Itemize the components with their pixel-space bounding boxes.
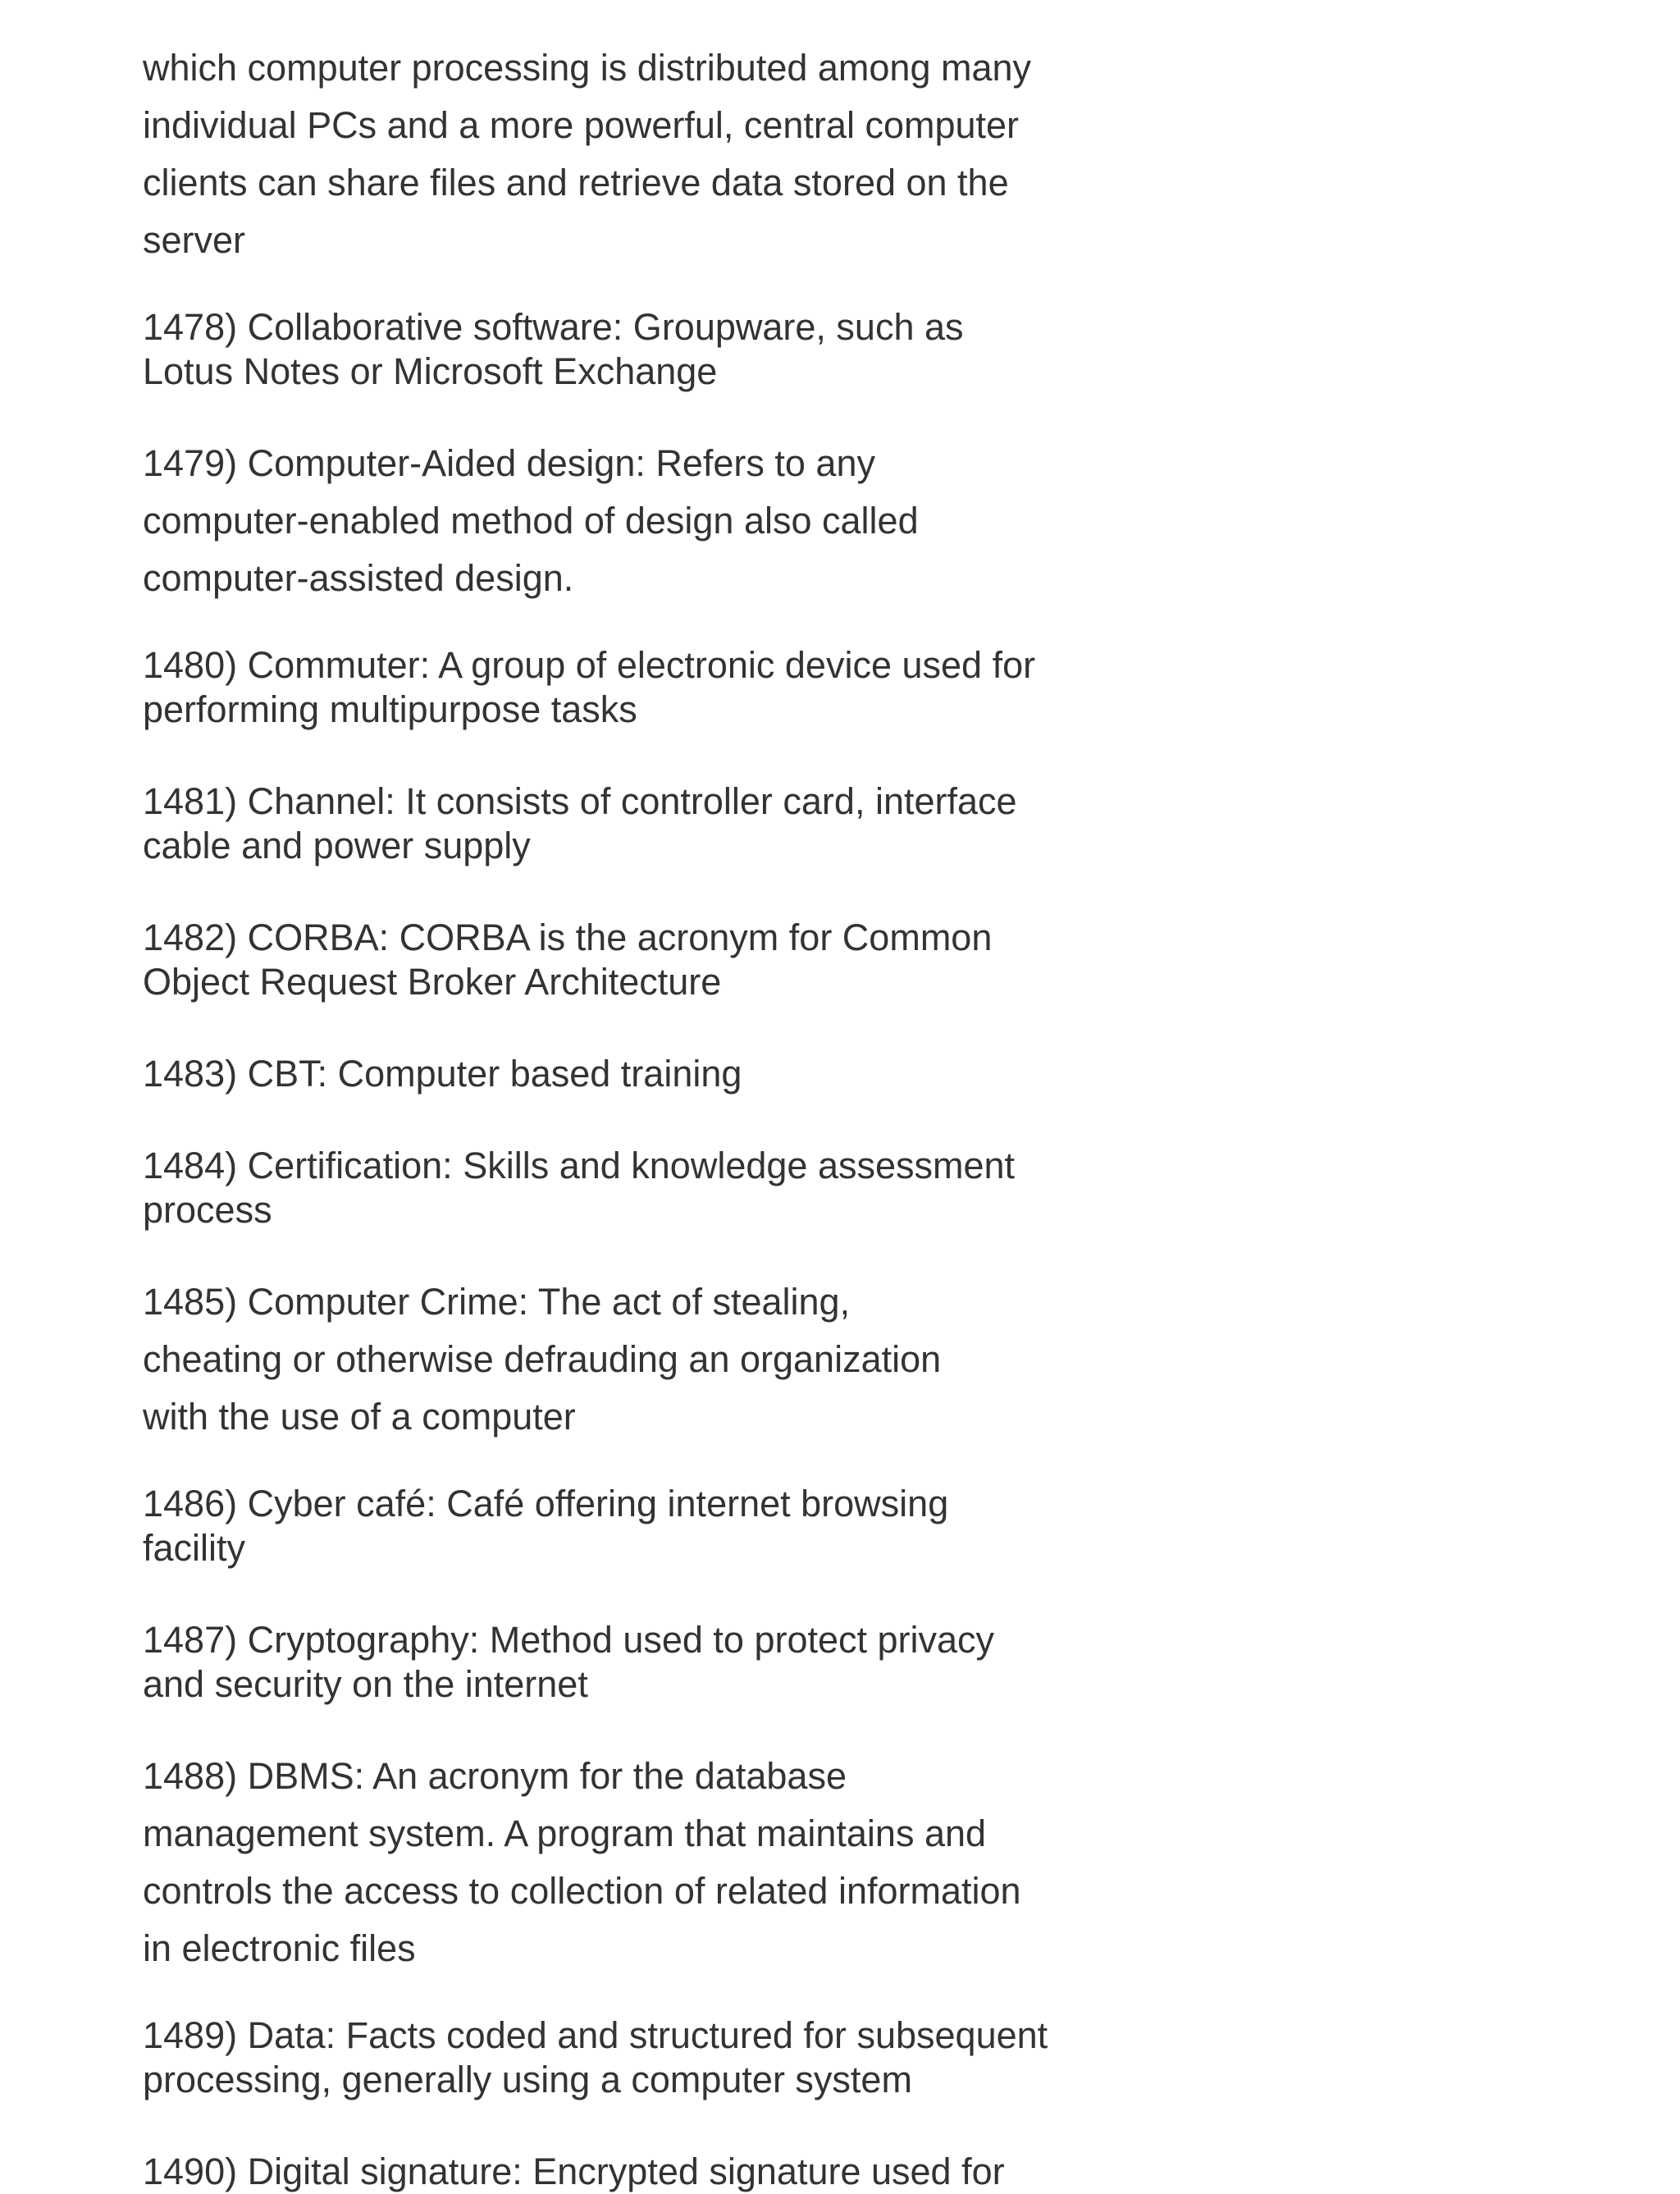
entry-1480 — [143, 637, 1176, 732]
entry-1487 — [143, 1611, 1176, 1707]
text-line: management system. A program that maintains and — [143, 1812, 987, 1854]
text-line: 1485) Computer Crime: The act of stealing, — [143, 1281, 851, 1323]
entry-1482 — [143, 909, 1176, 1004]
entry-1479 — [143, 435, 1176, 607]
entry-1488 — [143, 1748, 1176, 1977]
text-line: processing, generally using a computer system — [143, 2059, 912, 2100]
text-line: 1487) Cryptography: Method used to protect privacy — [143, 1619, 995, 1661]
entry-1490 — [143, 2143, 1176, 2194]
entry-1481 — [143, 773, 1176, 868]
text-line: 1489) Data: Facts coded and structured for subsequent — [143, 2014, 1048, 2056]
entry-1486 — [143, 1475, 1176, 1570]
text-line: 1484) Certification: Skills and knowledge assessment — [143, 1145, 1016, 1186]
entry-1478 — [143, 299, 1176, 394]
text-line: in electronic files — [143, 1927, 416, 1969]
entry-1485 — [143, 1273, 1176, 1446]
text-line: 1483) CBT: Computer based training — [143, 1053, 742, 1095]
text-line: Object Request Broker Architecture — [143, 961, 722, 1003]
entry-1489 — [143, 2007, 1176, 2102]
text-line: 1488) DBMS: An acronym for the database — [143, 1755, 847, 1797]
text-line: computer-enabled method of design also called — [143, 500, 919, 542]
text-line: facility — [143, 1527, 246, 1569]
text-line: individual PCs and a more powerful, central computer — [143, 104, 1020, 146]
text-line: with the use of a computer — [143, 1396, 576, 1438]
text-line: process — [143, 1189, 272, 1231]
text-line: server — [143, 219, 246, 261]
paragraph-continuation — [143, 39, 1176, 269]
text-line: 1480) Commuter: A group of electronic device used for — [143, 644, 1036, 686]
text-line: 1478) Collaborative software: Groupware, such as — [143, 306, 964, 348]
text-line: 1479) Computer-Aided design: Refers to any — [143, 442, 875, 484]
text-line: 1490) Digital signature: Encrypted signature used for — [143, 2151, 1005, 2192]
text-line: and security on the internet — [143, 1663, 588, 1705]
entry-1483 — [143, 1045, 1176, 1096]
entry-1484 — [143, 1137, 1176, 1232]
document-page — [143, 39, 1176, 2194]
text-line: Lotus Notes or Microsoft Exchange — [143, 350, 718, 392]
text-line: cheating or otherwise defrauding an organization — [143, 1338, 942, 1380]
text-line: computer-assisted design. — [143, 557, 574, 599]
text-line: 1482) CORBA: CORBA is the acronym for Common — [143, 916, 993, 958]
text-line: 1481) Channel: It consists of controller card, interface — [143, 780, 1017, 822]
text-line: clients can share files and retrieve data stored on the — [143, 162, 1009, 203]
text-line: which computer processing is distributed among many — [143, 47, 1032, 89]
text-line: performing multipurpose tasks — [143, 688, 637, 730]
text-line: 1486) Cyber café: Café offering internet browsing — [143, 1483, 949, 1524]
text-line: cable and power supply — [143, 825, 531, 866]
text-line: controls the access to collection of related information — [143, 1870, 1021, 1912]
